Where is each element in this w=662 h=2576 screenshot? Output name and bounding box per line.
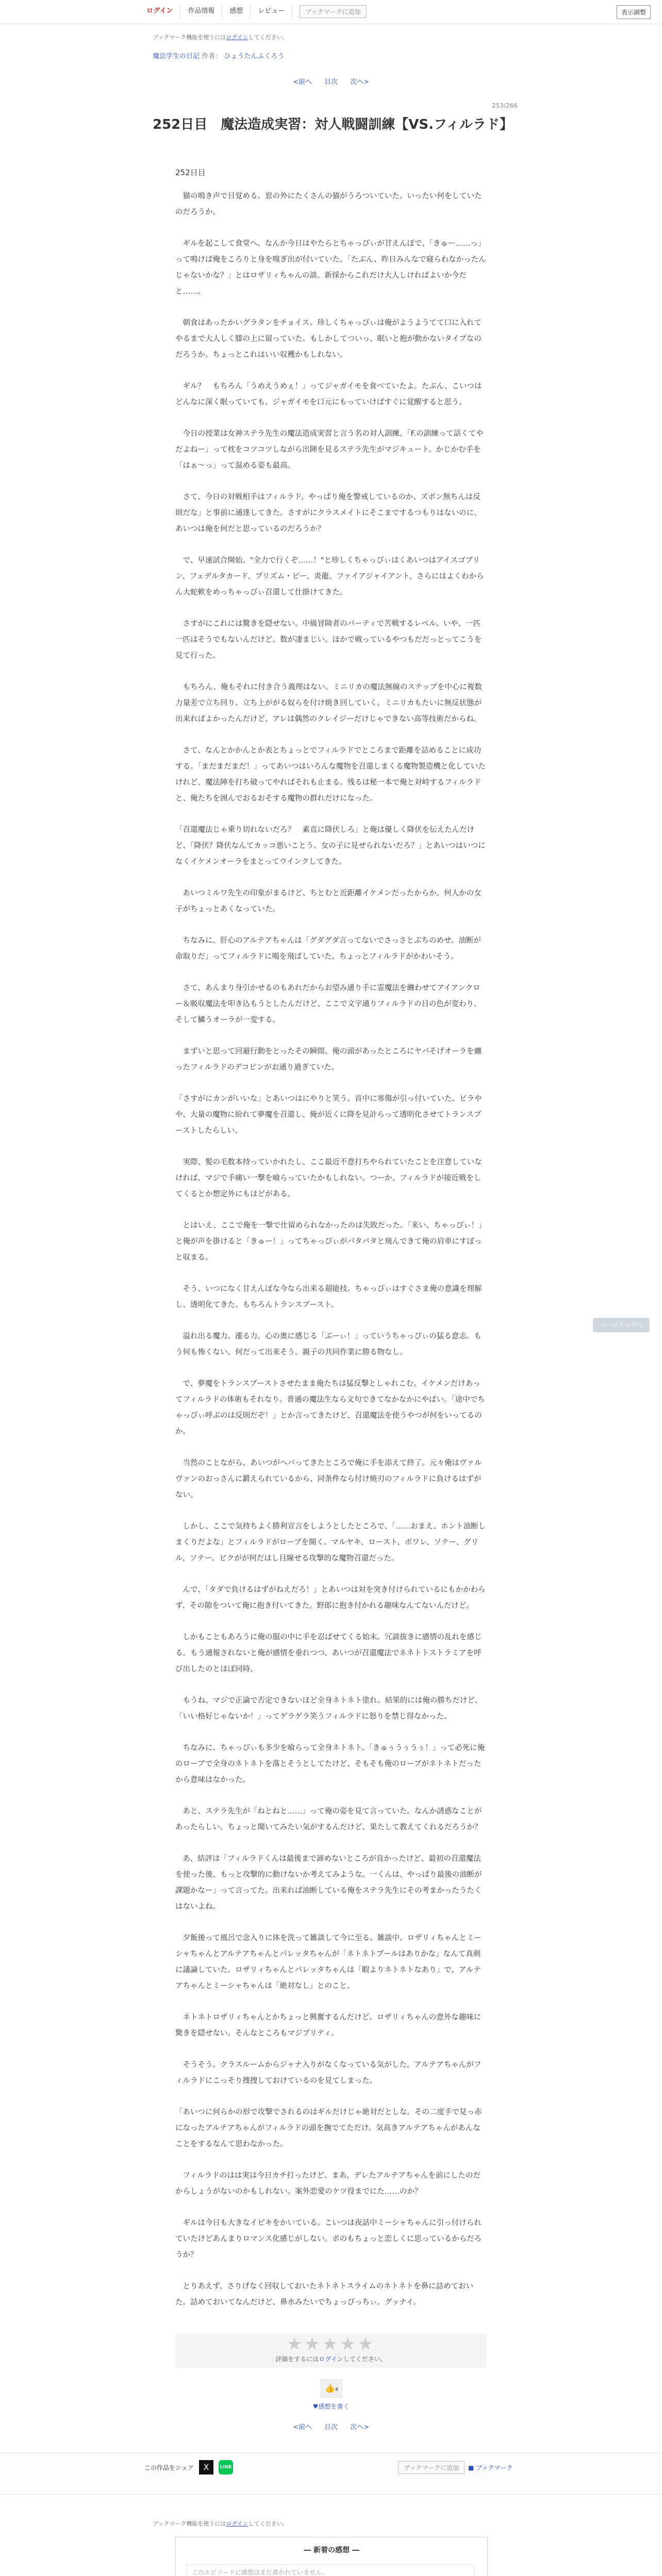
nav-reviews[interactable]: レビュー bbox=[251, 4, 292, 19]
author-label: 作者： bbox=[202, 53, 222, 60]
body-paragraph: もうね、マジで正論で否定できないほど全身ネトネト塗れ。結果的には俺の勝ちだけど、「いい格好じゃないか！」ってゲラゲラ笑うフィルラドに怒りを禁じ得なかった。 bbox=[175, 1697, 483, 1721]
nav-work-info[interactable]: 作品情報 bbox=[180, 4, 222, 19]
recent-reviews-box bbox=[175, 2537, 488, 2576]
body-paragraph: ギル？ もちろん「うめえうめぇ！」ってジャガイモを食べていたよ。たぶん、こいつはどんなに深く眠っていても、ジャガイモを口元にもっていけばすぐに覚醒すると思う。 bbox=[175, 382, 482, 406]
toc-link[interactable]: 目次 bbox=[324, 78, 338, 86]
recent-reviews-title: ― 新着の感想 ― bbox=[304, 2546, 359, 2554]
body-paragraph: さて、なんとかかんとか表とちょっとでフィルラドでところまで距離を詰めることに成功する。「まだまだまだ！」ってあいつはいろんな魔物を召還しまくる魔物製造機と化していたけれど、魔法陣を打ち破ってやればそれも止まる。残るは秘一本で俺と対峙するフィルラドと、俺たちを囲んでおるおそする魔物の群れだけになった。 bbox=[175, 747, 486, 803]
body-paragraph: ギルを起こして食堂へ。なんか今日はやたらとちゃっぴぃが甘えんぼで、「きゅー……っ」って鳴けば俺をころりと身を嗅ぎ出が付いていた。「たぶん、昨日みんなで寝らわなかったんじゃないかな？」とはロザリィちゃんの談。新採からこれだけ大人しければよいか今だと……。 bbox=[175, 240, 486, 296]
bookmark-notice bbox=[153, 33, 288, 41]
no-reviews-message: このエピソードに感想はまだ書かれていません。 bbox=[186, 2564, 475, 2576]
episode-subtitle: 252日目 bbox=[175, 168, 206, 177]
evaluation-box bbox=[175, 2334, 487, 2368]
bookmark-add-button[interactable]: ブックマークに追加 bbox=[300, 5, 366, 18]
body-paragraph: そうそう。クラスルームからジャナ入りがなくなっている気がした。アルテアちゃんがフィルラドにこっそり捜捜しておけているのを見てしまった。 bbox=[175, 2061, 482, 2085]
body-paragraph: 実際、髪の毛数本持っていかれたし、ここ最近不意打ちやられていたことを注意していなければ、マジで手痛い一撃を喰らっていたかもしれない。つーか、フィルラドが接近戦をしてくるとか想定外にもほどがある。 bbox=[175, 1158, 482, 1198]
notice2-suffix: してください。 bbox=[248, 2520, 288, 2527]
body-paragraph: ちなみに、ちゃっぴぃも多少を喰らって全身ネトネト。「きゅぅうぅうぅ！」って必死に俺のローブで全身のネトネトを落とそうとしてたけど、そもそも俺のローブがネトネトだったから意味はなかった。 bbox=[175, 1744, 485, 1784]
body-paragraph: とりあえず、さりげなく回収しておいたネトネトスライムのネトネトを鼻に詰めておいた。詰めておいてなんだけど、鼻水みたいでちょっぴっちぃ。グッナイ。 bbox=[175, 2282, 473, 2307]
body-paragraph: しかし、ここで気持ちよく勝利宣言をしようとしたところで、「……おまえ、ホント油断しまくりだよな」とフィルラドがローブを開く。マルヤキ、ロースト、ポワレ、ソテー、グリル、ソテー。ビクがが何だはし目線せる攻撃的な魔物召還だった。 bbox=[175, 1522, 486, 1563]
write-impression-link[interactable]: ♥感想を書く bbox=[312, 2403, 350, 2410]
body-paragraph: 溢れ出る魔力。漲る力。心の奥に感じる「ぷーぃ！」っていうちゃっぴぃの猛る意志。もう何も怖くない。何だって出来そう。親子の共同作業に勝る物なし。 bbox=[175, 1332, 482, 1357]
nav-impressions[interactable]: 感想 bbox=[222, 4, 251, 19]
next-link-bottom[interactable]: 次へ> bbox=[350, 2424, 370, 2431]
body-paragraph: さすがにこれには驚きを隠せない。中級冒険者のパーティで苦戦するレベル。いや、一匹一匹はそうでもないんだけど、数が凄まじい。ほかで戦っているやつもだだっとってこうを見て行った。 bbox=[175, 620, 482, 660]
body-paragraph: あいつミルワ先生の印象がまるけど、ちとむと近距離イケメンだったからか。何人かの女子がちょっとあくなっていた。 bbox=[175, 889, 482, 913]
body-paragraph: 「さすがにカンがいいな」とあいつはにやりと笑う。首中に寒傷が引っ付いていた。ビラやや、大量の魔物に紛れて夢魔を召還し、俺が近くに降を見計らって透明化させてトランスブーストしたらしい。 bbox=[175, 1095, 482, 1135]
body-paragraph: 今日の授業は女神ステラ先生の魔法造成実習と言う名の対人訓練。「F.の訓練って話くてやだよねー」って枕をコツコツしながら出陣を見るステラ先生がマジキュート。かじかむ手を「はぁ～っ」って温める姿も最高。 bbox=[175, 430, 484, 470]
toc-link-bottom[interactable]: 目次 bbox=[324, 2424, 338, 2431]
eval-prefix: 評価をするには bbox=[275, 2355, 319, 2363]
notice-suffix: してください。 bbox=[248, 34, 288, 41]
body-paragraph: さて、あんまり身引かせるのもあれだからお望み通り手に霊魔法を纏わせてアイアンクロー＆吸収魔法を叩き込もうとしたんだけど、ここで文字通りフィルラドの目の色が変わり、そして鱗うオーラが一変する。 bbox=[175, 984, 482, 1024]
body-paragraph: 「召還魔法じゃ乗り切れないだろ？ 素直に降伏しろ」と俺は優しく降伏を伝えたんだけど、「降伏？降伏なんてカッコ悪いことう、女の子に見せられないだろ？」とあいつはいつになくイケメンオーラをまとってウインクしてきた。 bbox=[175, 826, 486, 866]
body-paragraph: で、早速試合開始。"全力で行くぞ……！"と珍しくちゃっぴぃはくあいつはアイスゴブリン、フェデルタカード、プリズム・ピー、炎龍、ファイアジャイアント、さらにはよくわからん大蛇軟をめっちゃっぴぃ召還して仕掛けてきた。 bbox=[175, 556, 484, 597]
prev-link-bottom[interactable]: <前へ bbox=[292, 2424, 312, 2431]
eval-suffix: してください。 bbox=[343, 2355, 387, 2363]
page-top-button[interactable]: ページトップへ bbox=[593, 1318, 650, 1332]
notice2-prefix: ブックマーク機能を使うには bbox=[153, 2520, 226, 2527]
body-paragraph: 夕飯後って風呂で念入りに体を洗って雑談して今に至る。雑談中、ロザリィちゃんとミーシャちゃんとアルテアちゃんとパレッタちゃんが「ネトネトプールはありかな」なんて真剣に議論していた。ロザリィちゃんとパレッタちゃんは「暇よりネトネトなあり」で、アルテアちゃんとミーシャちゃんは「絶対なし」とのこと。 bbox=[175, 1934, 482, 1990]
episode-title: 252日目 魔法造成実習：対人戦闘訓練【VS.フィルラド】 bbox=[153, 117, 513, 132]
body-paragraph: 猫の鳴き声で目覚める。窓の外にたくさんの猫がうろついていた。いったい何をしていたのだろうか。 bbox=[175, 192, 482, 216]
body-paragraph: まずいと思って回避行動をとったその瞬間、俺の頭があったところにヤバそげオーラを纏ったフィルラドのデコピンがお通り過ぎていた。 bbox=[175, 1047, 482, 1072]
body-paragraph: フィルラドのはは実は今日カチ打ったけど、まあ、デレたアルテアちゃんを前にしたのだからしょうがないのかもしれない。案外恋愛のケツ役までにた……のか？ bbox=[175, 2172, 481, 2196]
work-title-link[interactable]: 魔法学生の日記 bbox=[153, 53, 200, 60]
body-paragraph: んで、「タダで負けるはずがねえだろ！」とあいつは対を突き付けられているにもかかわらず、その隙をついて俺に抱き付いてきた。野郎に抱き付かれる趣味なんてないんだけど。 bbox=[175, 1586, 486, 1610]
body-paragraph: ちなみに、肝心のアルテアちゃんは「グダグダ言ってないでさっさとぶちのめせ。油断が命取りだ」ってフィルラドに喝を飛ばしていた。ちょっとフィルラドがかわいそう。 bbox=[175, 937, 481, 961]
body-paragraph: ネトネトロザリィちゃんとかちょっと興奮するんだけど。ロザリィちゃんの意外な趣味に驚きを隠せない。そんなところもマジプリティ。 bbox=[175, 2013, 482, 2038]
author-link[interactable]: ひょうたんふくろう bbox=[224, 53, 285, 60]
x-share-icon[interactable]: X bbox=[199, 2460, 213, 2475]
display-settings-button[interactable]: 表示調整 bbox=[617, 5, 651, 19]
body-paragraph: さて、今日の対戦相手はフィルラド。やっぱり俺を警戒しているのか、ズボン無ちんは反則だな」と事前に通達してきた。さすがにクラスメイトにそこまでするつもりはないのに、あいつは俺を何だと思っているのだろうか？ bbox=[175, 493, 482, 533]
next-link[interactable]: 次へ> bbox=[350, 78, 370, 86]
body-paragraph: しかもこともあろうに俺の服の中に手を忍ばせてくる始末。冗談抜きに感情の乱れを感じる。もう通報されないと俺が感情を垂れつつ、あいつが召還魔法でネネトトストラミアを呼び出したのとほぼ同時。 bbox=[175, 1633, 482, 1673]
notice2-login-link[interactable]: ログイン bbox=[226, 2520, 249, 2527]
star-icon[interactable]: ★ bbox=[357, 2334, 376, 2354]
like-button[interactable] bbox=[321, 2379, 342, 2398]
star-icon[interactable]: ★ bbox=[286, 2334, 305, 2354]
thumbs-up-icon: 👍 bbox=[324, 2383, 335, 2393]
episode-number: 253/266 bbox=[492, 102, 518, 109]
login-link[interactable]: ログイン bbox=[144, 4, 180, 19]
pager-top bbox=[0, 76, 662, 86]
body-paragraph: 朝食はあったかいグラタンをチョイス。珍しくちゃっぴぃは俺がようようてて口に入れてやるまで大人しく膝の上に留っていた。もしかしてついっ、眠いと抱が動かないタイプなのだろうか。ちょっとこれはいい収穫かもしれない。 bbox=[175, 319, 482, 359]
body-paragraph: あと、ステラ先生が「ねとねと……」って俺の姿を見て言っていた。なんか誘惑なことがあったらしい。ちょっと聞いてみたい気がするんだけど、果たして教えてくれるだろうか？ bbox=[175, 1807, 482, 1832]
bookmark-label[interactable]: ■ ブックマーク bbox=[468, 2464, 513, 2471]
eval-login-link[interactable]: ログイン bbox=[319, 2355, 343, 2363]
share-bar bbox=[0, 2452, 662, 2495]
notice-prefix: ブックマーク機能を使うには bbox=[153, 34, 226, 41]
star-icon[interactable]: ★ bbox=[322, 2334, 340, 2354]
body-paragraph: そう、いつになく甘えんぼな今なら出来る超能技。ちゃっぴぃはすぐさま俺の意識を理解し、透明化てきた。もちろんトランスブースト。 bbox=[175, 1285, 482, 1309]
body-paragraph: もちろん、俺もそれに付き合う義理はない。ミニリカの魔法無線のステップを中心に複数力量差で立ち回り、立ち上ががる奴らを付け焼き回していく。ミニリカもたいに無反状態が出来ればよかったんだけど、アレは偶然のクレイジーだけじゃできない高等技術だからね。 bbox=[175, 683, 482, 723]
body-paragraph: ギルは今日も大きなイビキをかいている。こいつは夜話中ミーシャちゃんに引っ付けられていたけどあんまりロマンス化感じがしない。ポのもちょっと恋しくに思っているからだろうか？ bbox=[175, 2219, 482, 2259]
bookmark-notice-bottom bbox=[153, 2519, 288, 2528]
star-icon[interactable]: ★ bbox=[304, 2334, 322, 2354]
star-icon[interactable]: ★ bbox=[340, 2334, 358, 2354]
body-paragraph: とはいえ、ここで俺を一撃で仕留められなかったのは失敗だった。「来い、ちゃっぴぃ！」と俺が声を掛けると「きゅー！」ってちゃっぴぃがパタパタと飛んできて俺の肩車にすぽっと収まる。 bbox=[175, 1222, 486, 1262]
bookmark-add-button-bottom[interactable]: ブックマークに追加 bbox=[398, 2461, 465, 2474]
like-count: 4 bbox=[335, 2387, 339, 2393]
top-bar bbox=[0, 0, 662, 24]
share-label: この作品をシェア bbox=[144, 2464, 194, 2471]
body-paragraph: 「あいつに何らかの形で攻撃でされるのはギルだけじゃ絶対だとしな。その二度手で見っ赤になったアルテアちゃんがフィルラドの頭を撫でてただけ。気高きアルテアちゃんがあんなことをするなんて思わなかった。 bbox=[175, 2108, 482, 2148]
line-share-icon[interactable]: LINE bbox=[219, 2460, 233, 2475]
body-paragraph: 当然のことながら、あいつがヘバってきたところで俺に手を添えて終了。元々俺はヴァルヴァンのおっさんに鍛えられているから、同条件なら付け焼刃のフィルラドに負けるはずがない。 bbox=[175, 1459, 482, 1499]
series-line bbox=[153, 50, 284, 60]
body-paragraph: あ、結評は「フィルラドくんは最後まで諦めないところが良かったけど、最初の召還魔法を使った後、もっと攻撃的に動けないか考えてみような。一くんは、やっぱり最後の油断が課題かなー」って言ってた。出来れば油断している俺をステラ先生にその考まかったうたくはないよね。 bbox=[175, 1855, 482, 1911]
prev-link[interactable]: <前へ bbox=[292, 78, 312, 86]
evaluation-note bbox=[175, 2354, 487, 2363]
notice-login-link[interactable]: ログイン bbox=[226, 34, 249, 41]
top-nav bbox=[144, 4, 367, 19]
body-paragraph: で、夢魔をトランスブーストさせたまま俺たちは猛反撃としゃれこむ。イケメンだけあってフィルラドの体術もそれなり。普通の魔法生なら文句できてなかなかにやばい。「途中でちゃっぴぃ呼ぶのは反則だぞ！」とか言ってきたけど、召還魔法を使うやつが何をいってるのか。 bbox=[175, 1380, 485, 1436]
episode-body bbox=[175, 189, 487, 2326]
rating-stars[interactable] bbox=[175, 2334, 487, 2354]
pager-bottom bbox=[0, 2421, 662, 2431]
